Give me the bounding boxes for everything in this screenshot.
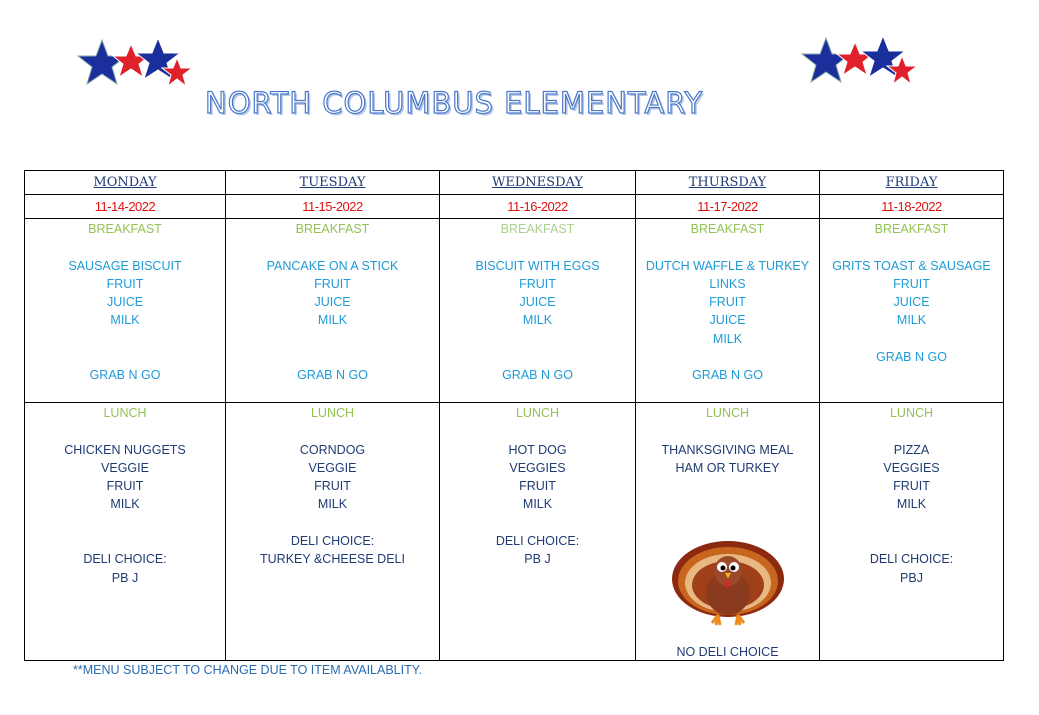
breakfast-row [25,219,1004,403]
menu-item: PANCAKE ON A STICK [266,258,399,273]
day-header [440,171,636,195]
deli-choice-item: PBJ [900,570,923,585]
breakfast-header: BREAKFAST [88,222,162,236]
menu-item: FRUIT [106,276,144,291]
date-cell [636,195,820,219]
turkey-icon [670,531,786,627]
day-header [820,171,1004,195]
lunch-cell [440,403,636,661]
menu-item: CHICKEN NUGGETS [64,442,186,457]
lunch-header: LUNCH [705,406,750,420]
lunch-cell [226,403,440,661]
lunch-header: LUNCH [103,406,147,420]
menu-item: JUICE [519,295,556,310]
lunch-row [25,403,1004,661]
breakfast-cell [440,219,636,403]
deli-choice-label: DELI CHOICE: [495,534,580,549]
menu-item: FRUIT [519,479,556,494]
deli-choice-label: DELI CHOICE: [869,552,954,567]
menu-item: FRUIT [106,479,144,494]
day-header [25,171,226,195]
day-name: WEDNESDAY [492,175,583,190]
menu-item: FRUIT [519,276,556,291]
menu-item: FRUIT [893,276,930,291]
menu-item: FRUIT [314,276,351,291]
grab-n-go-label: GRAB N GO [297,368,368,383]
page-title: NORTH COLUMBUS ELEMENTARY [205,86,704,120]
day-date: 11-14-2022 [94,199,156,214]
grab-n-go-label: GRAB N GO [692,368,763,383]
no-deli-choice-label: NO DELI CHOICE [676,645,779,659]
deli-choice-item: PB J [111,570,139,585]
date-cell [226,195,440,219]
grab-n-go-label: GRAB N GO [89,368,161,383]
menu-item: MILK [522,313,553,328]
lunch-header: LUNCH [889,406,934,420]
breakfast-header: BREAKFAST [690,222,765,236]
day-header [636,171,820,195]
lunch-header: LUNCH [310,406,355,420]
footnote: **MENU SUBJECT TO CHANGE DUE TO ITEM AVAILABLITY. [73,663,422,677]
deli-choice-label: DELI CHOICE: [83,552,167,567]
stars-decoration-icon [798,34,920,92]
menu-item: THANKSGIVING MEAL [661,442,794,457]
deli-choice-item: TURKEY &CHEESE DELI [260,552,405,567]
menu-item: JUICE [893,295,930,310]
date-row [25,195,1004,219]
menu-item: MILK [110,497,140,512]
date-cell [820,195,1004,219]
lunch-cell [25,403,226,661]
day-name: TUESDAY [299,175,366,190]
menu-item: SAUSAGE BISCUIT [68,258,182,273]
breakfast-cell [636,219,820,403]
lunch-header: LUNCH [515,406,560,420]
menu-item: LINKS [709,276,746,291]
deli-choice-label: DELI CHOICE: [290,534,375,549]
menu-item: FRUIT [314,479,351,494]
breakfast-cell [226,219,440,403]
grab-n-go-label: GRAB N GO [502,368,573,383]
menu-item: MILK [317,313,348,328]
day-name: FRIDAY [885,175,938,190]
date-cell [25,195,226,219]
day-name: MONDAY [93,175,157,190]
breakfast-cell [820,219,1004,403]
menu-item: VEGGIE [308,460,357,475]
menu-item: PIZZA [893,442,930,457]
day-header-row [25,171,1004,195]
deli-choice-item: PB J [524,552,551,567]
menu-item: CORNDOG [299,442,366,457]
menu-item: MILK [317,497,348,512]
menu-table [24,170,1004,661]
date-cell [440,195,636,219]
menu-item: HOT DOG [508,442,567,457]
day-name: THURSDAY [688,175,767,190]
grab-n-go-label: GRAB N GO [876,350,947,365]
breakfast-header: BREAKFAST [874,222,949,236]
menu-item: VEGGIES [509,460,566,475]
day-date: 11-16-2022 [507,199,568,214]
menu-item: FRUIT [893,479,930,494]
menu-item: JUICE [106,295,144,310]
menu-item: MILK [110,313,140,328]
menu-item: BISCUIT WITH EGGS [475,258,600,273]
menu-item: GRITS TOAST & SAUSAGE [832,258,991,273]
menu-item: HAM OR TURKEY [675,460,780,475]
breakfast-cell [25,219,226,403]
menu-item: MILK [896,497,927,512]
day-date: 11-18-2022 [881,199,942,214]
menu-item: MILK [896,313,927,328]
lunch-cell [820,403,1004,661]
menu-item: MILK [712,331,743,346]
day-header [226,171,440,195]
menu-item: JUICE [314,295,351,310]
breakfast-header: BREAKFAST [500,222,575,236]
menu-item: VEGGIE [101,460,149,475]
lunch-cell [636,403,820,661]
menu-item: DUTCH WAFFLE & TURKEY [645,258,810,273]
breakfast-header: BREAKFAST [295,222,370,236]
day-date: 11-15-2022 [302,199,363,214]
menu-item: VEGGIES [883,460,940,475]
stars-decoration-icon [74,36,194,94]
day-date: 11-17-2022 [697,199,758,214]
menu-item: JUICE [709,313,746,328]
menu-item: MILK [522,497,553,512]
menu-item: FRUIT [709,295,746,310]
